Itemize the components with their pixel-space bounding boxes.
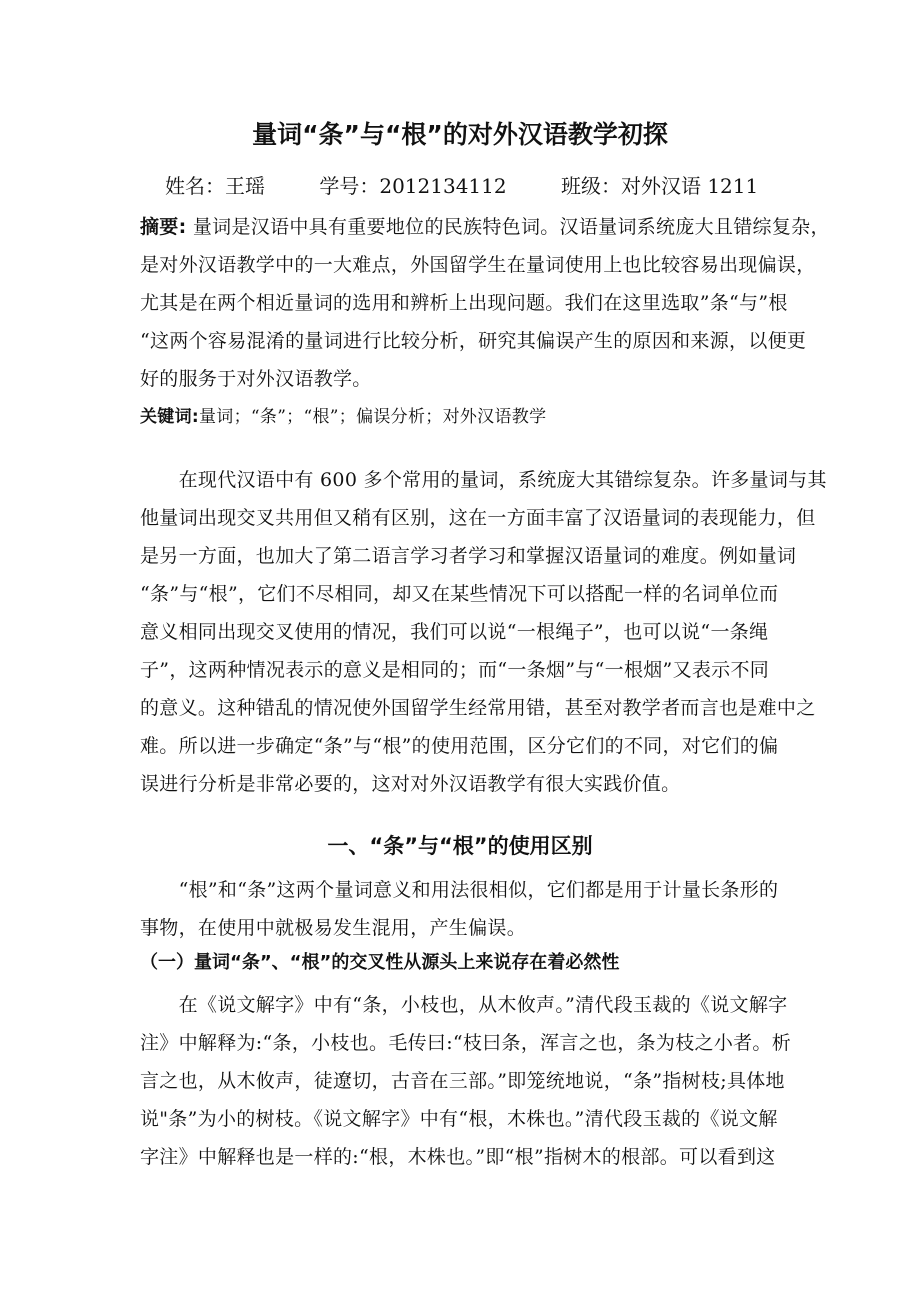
paragraph-line: “根”和“条”这两个量词意义和用法很相似，它们都是用于计量长条形的	[140, 879, 779, 901]
intro-paragraph	[140, 461, 827, 803]
subsection-paragraph	[140, 986, 792, 1176]
section-paragraph	[140, 871, 785, 947]
abstract	[140, 208, 830, 436]
section-heading: 一、“条”与“根”的使用区别	[327, 834, 593, 858]
abstract-line: 尤其是在两个相近量词的选用和辨析上出现问题。我们在这里选取”条“与”根	[140, 292, 788, 314]
paragraph-line: 意义相同出现交叉使用的情况，我们可以说“一根绳子”，也可以说“一条绳	[140, 621, 769, 643]
paragraph-line: 是另一方面，也加大了第二语言学习者学习和掌握汉语量词的难度。例如量词	[140, 545, 797, 567]
document-title: 量词“条”与“根”的对外汉语教学初探	[252, 120, 668, 149]
abstract-line: 量词是汉语中具有重要地位的民族特色词。汉语量词系统庞大且错综复杂，	[192, 216, 830, 238]
author-info	[165, 170, 806, 199]
abstract-label: 摘要:	[140, 216, 187, 238]
paragraph-line: 在《说文解字》中有“条，小枝也，从木攸声。”清代段玉裁的《说文解字	[140, 994, 788, 1016]
class-name: 班级：对外汉语 1211	[560, 174, 759, 198]
paragraph-line: 子”，这两种情况表示的意义是相同的；而“一条烟”与“一根烟”又表示不同	[140, 659, 770, 681]
subsection-heading: （一）量词“条”、“根”的交叉性从源头上来说存在着必然性	[140, 952, 620, 973]
keywords-label: 关键词:	[140, 407, 199, 427]
paragraph-line: 的意义。这种错乱的情况使外国留学生经常用错，甚至对教学者而言也是难中之	[140, 697, 816, 719]
paragraph-line: 误进行分析是非常必要的，这对对外汉语教学有很大实践价值。	[140, 773, 681, 795]
abstract-line: “这两个容易混淆的量词进行比较分析，研究其偏误产生的原因和来源，以便更	[140, 330, 807, 352]
paragraph-line: 在现代汉语中有 600 多个常用的量词，系统庞大其错综复杂。许多量词与其	[140, 469, 827, 491]
paragraph-line: 言之也，从木攸声，徒遼切，古音在三部。”即笼统地说，“条”指树枝;具体地	[140, 1070, 785, 1092]
paragraph-line: 注》中解释为:“条，小枝也。毛传曰:“枝曰条，浑言之也，条为枝之小者。析	[140, 1032, 792, 1054]
paragraph-line: 难。所以进一步确定“条”与“根”的使用范围，区分它们的不同，对它们的偏	[140, 735, 779, 757]
keywords-text: 量词；“条”；“根”；偏误分析；对外汉语教学	[199, 407, 547, 427]
student-id: 学号：2012134112	[319, 174, 507, 198]
paragraph-line: 说"条”为小的树枝。《说文解字》中有“根，木株也。”清代段玉裁的《说文解	[140, 1108, 778, 1130]
paragraph-line: 事物，在使用中就极易发生混用，产生偏误。	[140, 917, 527, 939]
paragraph-line: 字注》中解释也是一样的:“根，木株也。”即“根”指树木的根部。可以看到这	[140, 1146, 776, 1168]
paragraph-line: 他量词出现交叉共用但又稍有区别，这在一方面丰富了汉语量词的表现能力，但	[140, 507, 816, 529]
abstract-line: 好的服务于对外汉语教学。	[140, 368, 372, 390]
author-name: 姓名：王瑶	[165, 174, 265, 198]
paragraph-line: “条”与“根”，它们不尽相同，却又在某些情况下可以搭配一样的名词单位而	[140, 583, 779, 605]
abstract-line: 是对外汉语教学中的一大难点，外国留学生在量词使用上也比较容易出现偏误，	[140, 254, 816, 276]
